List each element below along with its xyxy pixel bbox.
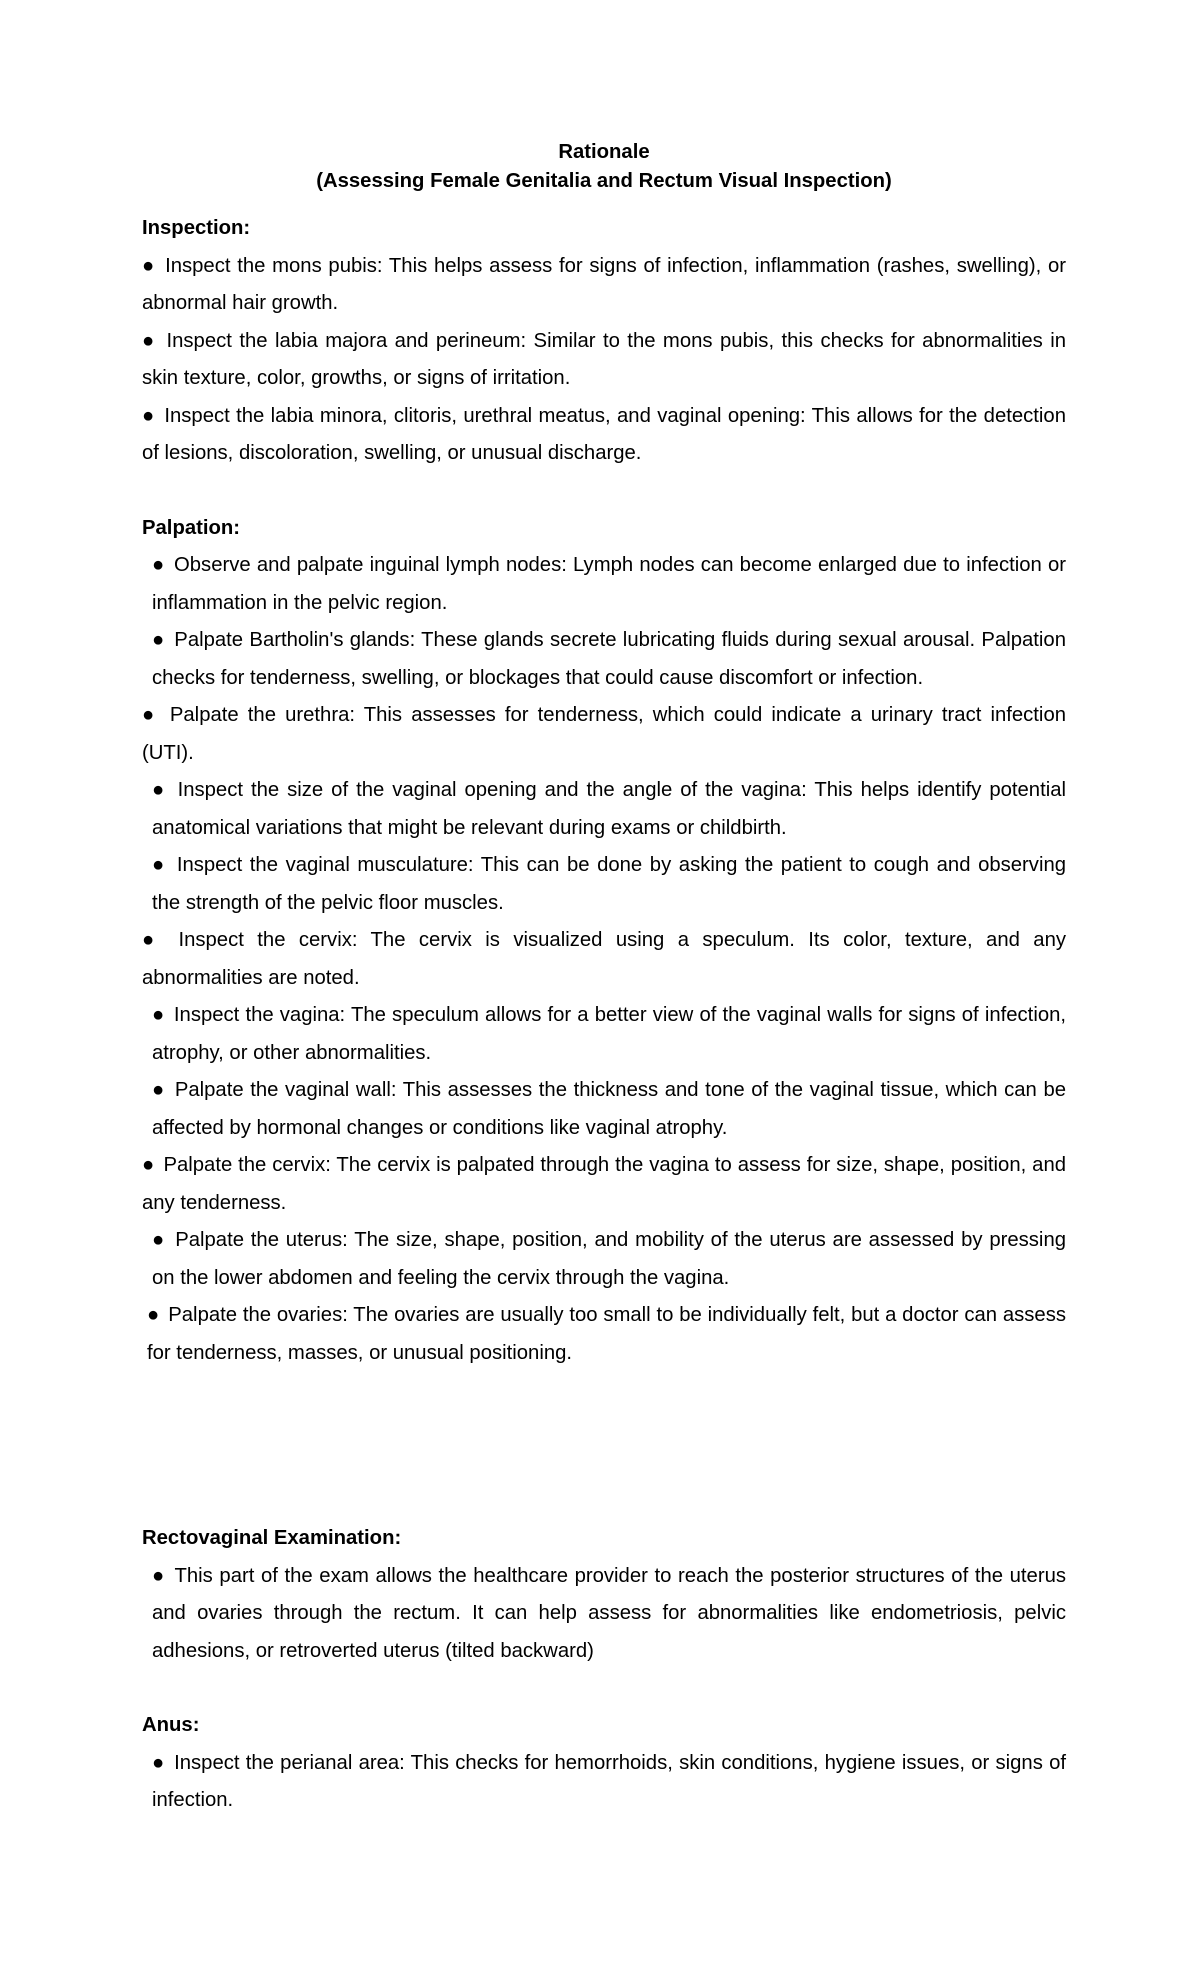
bullet-icon: ● xyxy=(152,1564,166,1587)
section-rectovaginal xyxy=(142,1520,1066,1670)
bullet-icon: ● xyxy=(152,779,167,801)
list-item-text: Observe and palpate inguinal lymph nodes: Lymph nodes can become enlarged due to infection or inflammation in the pelvic region. xyxy=(152,554,1066,614)
list-item-text: Inspect the labia majora and perineum: Similar to the mons pubis, this checks for abnormalities in skin texture, color, growths, or signs of irritation. xyxy=(142,329,1067,389)
bullet-icon: ● xyxy=(142,704,158,726)
bullet-icon: ● xyxy=(142,1154,155,1176)
bullet-icon: ● xyxy=(142,254,156,277)
section-heading-inspection: Inspection: xyxy=(142,217,251,239)
document-subtitle: (Assessing Female Genitalia and Rectum Visual Inspection) xyxy=(316,170,892,192)
list-item-text: Palpate the cervix: The cervix is palpated through the vagina to assess for size, shape, position, and any tenderness. xyxy=(142,1154,1067,1214)
list-item xyxy=(142,622,1066,697)
list-item-text: Palpate the vaginal wall: This assesses the thickness and tone of the vaginal tissue, which can be affected by hormonal changes or conditions like vaginal atrophy. xyxy=(152,1079,1067,1139)
list-item-text: Inspect the mons pubis: This helps assess for signs of infection, inflammation (rashes, swelling), or abnormal hair growth. xyxy=(142,254,1066,314)
bullet-icon: ● xyxy=(152,1004,165,1026)
section-heading-anus: Anus: xyxy=(142,1714,200,1736)
list-item-text: Inspect the labia minora, clitoris, urethral meatus, and vaginal opening: This allows for the detection of lesions, discoloration, swelling, or unusual discharge. xyxy=(142,404,1066,464)
document-page xyxy=(142,138,1066,1820)
bullet-icon: ● xyxy=(147,1304,160,1326)
list-item-text: Inspect the cervix: The cervix is visualized using a speculum. Its color, texture, and any abnormalities are noted. xyxy=(142,929,1067,989)
bullet-icon: ● xyxy=(152,629,165,651)
list-item xyxy=(142,1072,1066,1147)
bullet-icon: ● xyxy=(142,929,163,951)
section-heading-rectovaginal: Rectovaginal Examination: xyxy=(142,1527,402,1549)
list-item xyxy=(142,922,1066,997)
section-heading-palpation: Palpation: xyxy=(142,516,241,539)
bullet-icon: ● xyxy=(152,1229,166,1251)
list-item xyxy=(142,1297,1066,1372)
list-item xyxy=(142,323,1066,398)
bullet-icon: ● xyxy=(152,554,165,576)
list-item xyxy=(142,1558,1066,1671)
list-item-text: Palpate Bartholin's glands: These glands secrete lubricating fluids during sexual arousal. Palpation checks for tenderness, swelling, or blockages that could cause discomfort or infection. xyxy=(152,629,1066,689)
list-item xyxy=(142,847,1066,922)
list-item xyxy=(142,1147,1066,1222)
bullet-icon: ● xyxy=(152,854,167,876)
list-item-text: This part of the exam allows the healthcare provider to reach the posterior structures of the uterus and ovaries through the rectum. It can help assess for abnormalities like endometriosis, pelvic adhesions, or retroverted uterus (tilted backward) xyxy=(152,1564,1066,1662)
list-item xyxy=(142,248,1066,323)
list-item xyxy=(142,1222,1066,1297)
list-item xyxy=(142,547,1066,622)
list-item xyxy=(142,697,1066,772)
list-item-text: Inspect the vagina: The speculum allows for a better view of the vaginal walls for signs of infection, atrophy, or other abnormalities. xyxy=(152,1004,1067,1064)
list-item-text: Inspect the size of the vaginal opening and the angle of the vagina: This helps identify potential anatomical variations that might be relevant during exams or childbirth. xyxy=(152,779,1067,839)
bullet-icon: ● xyxy=(152,1751,165,1774)
list-item xyxy=(142,1745,1066,1820)
list-item-text: Palpate the urethra: This assesses for tenderness, which could indicate a urinary tract infection (UTI). xyxy=(142,704,1067,764)
section-inspection xyxy=(142,210,1066,473)
list-item xyxy=(142,997,1066,1072)
list-item-text: Inspect the perianal area: This checks for hemorrhoids, skin conditions, hygiene issues, or signs of infection. xyxy=(152,1751,1067,1811)
list-item xyxy=(142,772,1066,847)
section-anus xyxy=(142,1707,1066,1820)
section-palpation xyxy=(142,510,1066,1373)
bullet-icon: ● xyxy=(142,329,157,352)
document-title: Rationale xyxy=(558,141,650,163)
list-item-text: Palpate the ovaries: The ovaries are usually too small to be individually felt, but a doctor can assess for tenderness, masses, or unusual positioning. xyxy=(147,1304,1066,1364)
bullet-icon: ● xyxy=(152,1079,166,1101)
list-item xyxy=(142,398,1066,473)
list-item-text: Palpate the uterus: The size, shape, position, and mobility of the uterus are assessed by pressing on the lower abdomen and feeling the cervix through the vagina. xyxy=(152,1229,1066,1289)
list-item-text: Inspect the vaginal musculature: This can be done by asking the patient to cough and observing the strength of the pelvic floor muscles. xyxy=(152,854,1067,914)
bullet-icon: ● xyxy=(142,404,155,427)
